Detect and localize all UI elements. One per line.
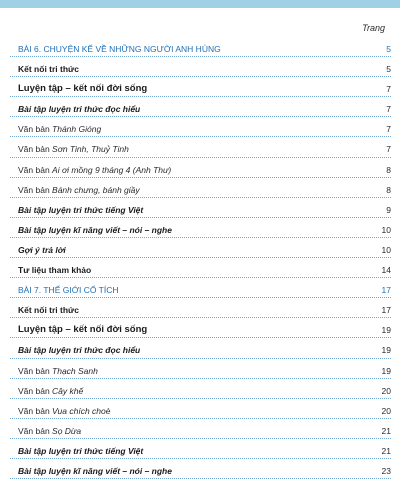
table-of-contents <box>10 37 391 479</box>
toc-row[interactable] <box>10 137 391 157</box>
toc-entry-label <box>18 205 143 215</box>
toc-entry-label <box>18 44 221 54</box>
toc-page-number: 17 <box>381 285 391 296</box>
toc-entry-prefix: Kết nối tri thức <box>18 305 79 316</box>
toc-row[interactable] <box>10 37 391 57</box>
toc-page-number: 7 <box>386 84 391 95</box>
toc-entry-title: Bánh chưng, bánh giầy <box>52 184 140 195</box>
toc-page-number: 7 <box>386 124 391 135</box>
toc-row[interactable] <box>10 379 391 399</box>
toc-entry-prefix: Bài tập luyện tri thức đọc hiểu <box>18 345 141 356</box>
toc-entry-title: Cây khế <box>52 385 84 396</box>
toc-row[interactable] <box>10 218 391 238</box>
toc-entry-label <box>18 64 79 74</box>
toc-entry-label <box>18 426 81 436</box>
toc-entry-label <box>18 345 140 355</box>
toc-entry-prefix: Bài tập luyện tri thức đọc hiểu <box>18 104 141 115</box>
toc-row[interactable] <box>10 198 391 218</box>
toc-entry-prefix: Bài tập luyện tri thức tiếng Việt <box>18 445 144 456</box>
toc-entry-label <box>18 406 110 416</box>
toc-row[interactable] <box>10 77 391 97</box>
toc-row[interactable] <box>10 298 391 318</box>
toc-page-number: 5 <box>386 64 391 75</box>
toc-row[interactable] <box>10 459 391 479</box>
toc-entry-prefix: Kết nối tri thức <box>18 64 79 75</box>
toc-page-number: 21 <box>381 445 391 456</box>
toc-entry-label <box>18 83 147 94</box>
toc-entry-label <box>18 104 140 114</box>
toc-entry-prefix: Văn bản <box>18 164 53 175</box>
toc-row[interactable] <box>10 57 391 77</box>
toc-page-number: 7 <box>386 144 391 155</box>
toc-row[interactable] <box>10 97 391 117</box>
toc-entry-title: Sơn Tinh, Thuỷ Tinh <box>52 144 129 155</box>
toc-row[interactable] <box>10 258 391 278</box>
toc-row[interactable] <box>10 158 391 178</box>
toc-row[interactable] <box>10 178 391 198</box>
toc-entry-label <box>18 324 147 335</box>
toc-row[interactable] <box>10 318 391 338</box>
toc-entry-title: Sọ Dừa <box>52 425 82 436</box>
toc-entry-prefix: Luyện tập – kết nối đời sống <box>18 324 148 336</box>
toc-row[interactable] <box>10 439 391 459</box>
toc-page-number: 10 <box>381 224 391 235</box>
toc-page-number: 17 <box>381 305 391 316</box>
toc-entry-prefix: Văn bản <box>18 385 53 396</box>
toc-row[interactable] <box>10 419 391 439</box>
toc-page-number: 19 <box>381 325 391 336</box>
toc-page-number: 8 <box>386 184 391 195</box>
toc-entry-prefix: Luyện tập – kết nối đời sống <box>18 83 148 95</box>
toc-page-number: 21 <box>381 425 391 436</box>
toc-entry-title: Ai ơi mồng 9 tháng 4 (Anh Thư) <box>52 164 172 175</box>
toc-entry-label <box>18 366 98 376</box>
toc-row[interactable] <box>10 399 391 419</box>
toc-entry-prefix: Bài tập luyện kĩ năng viết – nói – nghe <box>18 224 172 235</box>
toc-entry-title: Thạch Sanh <box>52 365 98 376</box>
toc-entry-label <box>18 265 91 275</box>
toc-entry-label <box>18 305 79 315</box>
toc-row[interactable] <box>10 359 391 379</box>
toc-page-number: 5 <box>386 44 391 54</box>
toc-page-number: 10 <box>381 244 391 255</box>
toc-page-number: 8 <box>386 164 391 175</box>
toc-entry-prefix: Bài tập luyện tri thức tiếng Việt <box>18 204 144 215</box>
toc-entry-label <box>18 185 140 195</box>
toc-entry-label <box>18 386 83 396</box>
page-column-label: Trang <box>362 23 385 33</box>
toc-page-number: 23 <box>381 465 391 476</box>
top-color-band <box>0 0 400 8</box>
toc-entry-prefix: Văn bản <box>18 184 53 195</box>
toc-page-number: 20 <box>381 385 391 396</box>
toc-row[interactable] <box>10 338 391 358</box>
toc-entry-label <box>18 225 172 235</box>
toc-page-number: 14 <box>381 265 391 276</box>
toc-entry-label <box>18 144 129 154</box>
toc-page-number: 19 <box>381 365 391 376</box>
toc-entry-prefix: Văn bản <box>18 144 53 155</box>
toc-entry-prefix: BÀI 6. CHUYỆN KỂ VỀ NHỮNG NGƯỜI ANH HÙNG <box>18 44 221 54</box>
toc-page-number: 7 <box>386 104 391 115</box>
toc-page-number: 19 <box>381 345 391 356</box>
toc-entry-prefix: Văn bản <box>18 365 53 376</box>
toc-page-number: 9 <box>386 204 391 215</box>
toc-entry-prefix: Bài tập luyện kĩ năng viết – nói – nghe <box>18 465 172 476</box>
toc-entry-title: Thánh Gióng <box>52 124 102 135</box>
toc-entry-prefix: Văn bản <box>18 124 53 135</box>
toc-row[interactable] <box>10 117 391 137</box>
toc-entry-label <box>18 245 66 255</box>
toc-entry-label <box>18 124 101 134</box>
toc-entry-prefix: Tư liệu tham khảo <box>18 265 92 276</box>
toc-entry-prefix: Văn bản <box>18 425 53 436</box>
toc-entry-label <box>18 285 119 295</box>
toc-entry-prefix: BÀI 7. THẾ GIỚI CỔ TÍCH <box>18 285 119 296</box>
toc-entry-prefix: Văn bản <box>18 405 53 416</box>
toc-entry-label <box>18 466 172 476</box>
toc-entry-title: Vua chích choè <box>52 405 111 416</box>
toc-entry-prefix: Gợi ý trả lời <box>18 244 66 255</box>
toc-row[interactable] <box>10 278 391 298</box>
toc-entry-label <box>18 446 143 456</box>
toc-row[interactable] <box>10 238 391 258</box>
toc-page-number: 20 <box>381 405 391 416</box>
toc-entry-label <box>18 165 171 175</box>
